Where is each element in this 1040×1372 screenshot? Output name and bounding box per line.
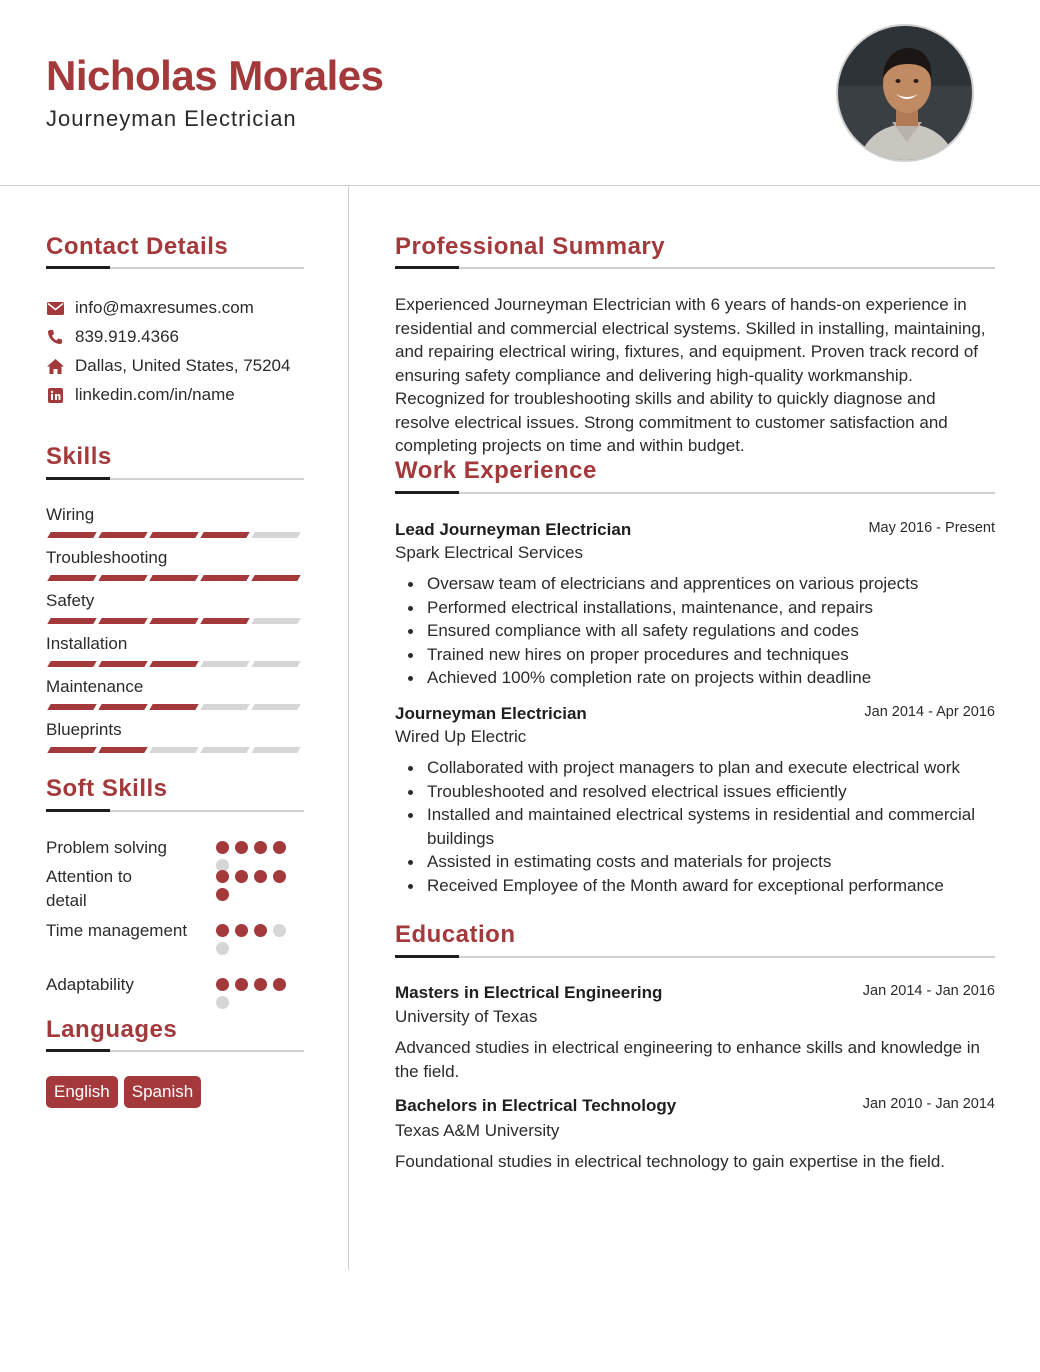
rating-dot: [216, 841, 229, 854]
resume-header: [0, 0, 1040, 186]
skill-bar-segment: [47, 532, 96, 538]
skill-bar-segment: [251, 532, 300, 538]
soft-skill-label: Adaptability: [46, 975, 134, 994]
experience-heading: Work Experience: [395, 457, 597, 484]
contact-heading: Contact Details: [46, 233, 229, 260]
soft-skill-rating: [216, 978, 296, 1009]
skills-heading: Skills: [46, 443, 112, 470]
soft-skill-rating: [216, 841, 296, 872]
summary-heading: Professional Summary: [395, 233, 666, 260]
skill-label: Maintenance: [46, 677, 144, 696]
rating-dot: [254, 978, 267, 991]
skill-label: Wiring: [46, 505, 95, 524]
job-company: Wired Up Electric: [395, 727, 527, 746]
skill-bar-segment: [149, 575, 198, 581]
skill-level-bar: [49, 704, 299, 710]
skill-bar-segment: [200, 661, 249, 667]
candidate-name: Nicholas Morales: [46, 52, 384, 99]
skill-bar-segment: [98, 661, 147, 667]
rating-dot: [273, 978, 286, 991]
rating-dot: [235, 924, 248, 937]
job-company: Spark Electrical Services: [395, 543, 584, 562]
skill-bar-segment: [200, 704, 249, 710]
contact-linkedin[interactable]: [46, 385, 235, 405]
rating-dot: [216, 942, 229, 955]
language-badge: English: [46, 1076, 118, 1108]
skill-bar-segment: [149, 661, 198, 667]
rating-dot: [216, 924, 229, 937]
skill-bar-segment: [47, 704, 96, 710]
list-item: Troubleshooted and resolved electrical issues efficiently: [395, 780, 995, 804]
skill-bar-segment: [200, 575, 249, 581]
degree-title: Bachelors in Electrical Technology: [395, 1096, 677, 1115]
list-item: Collaborated with project managers to plan and execute electrical work: [395, 756, 995, 780]
job-bullets: [395, 572, 995, 690]
section-rule-accent: [46, 1049, 110, 1052]
skill-label: Troubleshooting: [46, 548, 168, 567]
section-rule-accent: [395, 491, 459, 494]
contact-linkedin-text: linkedin.com/in/name: [75, 385, 235, 404]
list-item: Received Employee of the Month award for exceptional performance: [395, 874, 995, 898]
rating-dot: [254, 841, 267, 854]
skill-bar-segment: [149, 532, 198, 538]
section-rule-accent: [46, 477, 110, 480]
languages-heading: Languages: [46, 1016, 178, 1043]
skill-bar-segment: [200, 618, 249, 624]
skill-bar-segment: [47, 618, 96, 624]
job-date: May 2016 - Present: [868, 520, 995, 536]
skill-bar-segment: [98, 747, 147, 753]
list-item: Oversaw team of electricians and apprentices on various projects: [395, 572, 995, 596]
skill-label: Safety: [46, 591, 95, 610]
skill-bar-segment: [98, 704, 147, 710]
skill-label: Blueprints: [46, 720, 122, 739]
contact-address: [46, 356, 290, 376]
contact-phone[interactable]: [46, 327, 179, 347]
rating-dot: [273, 870, 286, 883]
soft-skill-label: Problem solving: [46, 838, 167, 857]
skill-bar-segment: [251, 747, 300, 753]
skill-bar-segment: [47, 575, 96, 581]
summary-text: Experienced Journeyman Electrician with 6 years of hands-on experience in residential and commercial electrical systems. Skilled in installing, maintaining, and repairing electrical wiring, fixtures, and equipment. Proven track record of ensuring safety compliance and delivering high-quality workmanship. Recognized for troubleshooting skills and ability to quickly diagnose and resolve electrical issues. Strong commitment to customer satisfaction and completing projects on time and within budget.: [395, 295, 986, 455]
skill-level-bar: [49, 618, 299, 624]
rating-dot: [235, 870, 248, 883]
skill-bar-segment: [200, 747, 249, 753]
job-title: Lead Journeyman Electrician: [395, 520, 632, 539]
skill-level-bar: [49, 575, 299, 581]
rating-dot: [216, 870, 229, 883]
section-rule-accent: [46, 266, 110, 269]
contact-phone-text: 839.919.4366: [75, 327, 179, 346]
soft-skill-label: Attention to detail: [46, 867, 133, 910]
soft-skill-rating: [216, 870, 296, 901]
skill-bar-segment: [98, 532, 147, 538]
education-description: Advanced studies in electrical engineering to enhance skills and knowledge in the field.: [395, 1038, 980, 1081]
column-divider: [348, 186, 349, 1270]
skill-label: Installation: [46, 634, 128, 653]
skill-bar-segment: [149, 618, 198, 624]
list-item: Assisted in estimating costs and materials for projects: [395, 850, 995, 874]
skill-level-bar: [49, 532, 299, 538]
soft-skill-rating: [216, 924, 296, 955]
languages-list: [46, 1076, 201, 1108]
education-description: Foundational studies in electrical technology to gain expertise in the field.: [395, 1152, 946, 1171]
section-rule: [395, 267, 995, 269]
job-title: Journeyman Electrician: [395, 704, 587, 723]
skill-bar-segment: [251, 618, 300, 624]
home-icon: [46, 357, 64, 375]
list-item: Installed and maintained electrical systems in residential and commercial buildings: [395, 803, 995, 850]
profile-photo: [836, 24, 974, 162]
section-rule: [395, 492, 995, 494]
soft-skills-heading: Soft Skills: [46, 775, 168, 802]
education-heading: Education: [395, 921, 516, 948]
skill-bar-segment: [251, 575, 300, 581]
list-item: Trained new hires on proper procedures and techniques: [395, 643, 995, 667]
skill-bar-segment: [98, 618, 147, 624]
skill-bar-segment: [200, 532, 249, 538]
degree-title: Masters in Electrical Engineering: [395, 983, 663, 1002]
rating-dot: [273, 924, 286, 937]
job-bullets: [395, 756, 995, 897]
skill-level-bar: [49, 661, 299, 667]
skill-bar-segment: [98, 575, 147, 581]
list-item: Performed electrical installations, maintenance, and repairs: [395, 596, 995, 620]
language-badge: Spanish: [124, 1076, 201, 1108]
skill-bar-segment: [149, 747, 198, 753]
school-name: Texas A&M University: [395, 1121, 560, 1140]
skill-level-bar: [49, 747, 299, 753]
skill-bar-segment: [149, 704, 198, 710]
rating-dot: [216, 888, 229, 901]
rating-dot: [216, 978, 229, 991]
contact-email-text: info@maxresumes.com: [75, 298, 254, 317]
section-rule-accent: [395, 266, 459, 269]
candidate-title: Journeyman Electrician: [46, 106, 297, 131]
skill-bar-segment: [251, 704, 300, 710]
contact-address-text: Dallas, United States, 75204: [75, 356, 291, 375]
list-item: Achieved 100% completion rate on projects within deadline: [395, 666, 995, 690]
rating-dot: [235, 978, 248, 991]
linkedin-icon: [46, 386, 64, 404]
skill-bar-segment: [47, 747, 96, 753]
section-rule: [395, 956, 995, 958]
section-rule-accent: [395, 955, 459, 958]
rating-dot: [216, 996, 229, 1009]
rating-dot: [273, 841, 286, 854]
contact-email[interactable]: [46, 298, 254, 318]
rating-dot: [254, 870, 267, 883]
skill-bar-segment: [47, 661, 96, 667]
envelope-icon: [46, 299, 64, 317]
job-date: Jan 2014 - Apr 2016: [864, 704, 995, 720]
section-rule-accent: [46, 809, 110, 812]
soft-skill-label: Time management: [46, 921, 188, 940]
list-item: Ensured compliance with all safety regulations and codes: [395, 619, 995, 643]
skill-bar-segment: [251, 661, 300, 667]
phone-icon: [46, 328, 64, 346]
school-name: University of Texas: [395, 1007, 538, 1026]
rating-dot: [235, 841, 248, 854]
education-date: Jan 2014 - Jan 2016: [862, 983, 995, 999]
education-date: Jan 2010 - Jan 2014: [862, 1096, 995, 1112]
rating-dot: [254, 924, 267, 937]
